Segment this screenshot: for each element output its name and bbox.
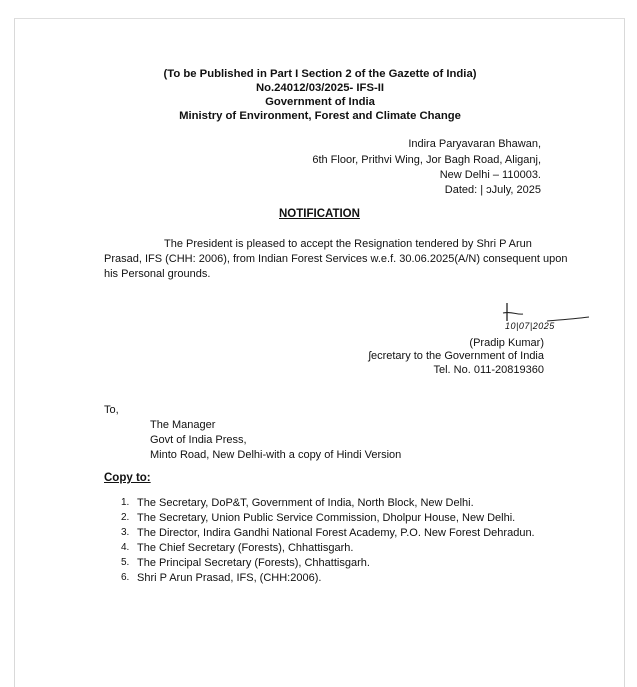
ministry-title: Ministry of Environment, Forest and Climate Change (179, 110, 461, 122)
address-line-3: New Delhi – 110003. (439, 169, 541, 181)
list-item (121, 556, 541, 570)
address-line-2: 6th Floor, Prithvi Wing, Jor Bagh Road, Aliganj, (312, 154, 541, 166)
signatory-designation: ʃecretary to the Government of India (368, 350, 544, 362)
notification-body: The President is pleased to accept the Resignation tendered by Shri P Arun Prasad, IFS (CHH: 2006), from Indian Forest Services w.e.f. 30.06.2025(A/N) consequent upon his Personal grounds. (104, 238, 568, 280)
list-number: 5. (121, 557, 130, 568)
gazette-line: (To be Published in Part I Section 2 of the Gazette of India) (163, 68, 477, 80)
list-text: The Secretary, Union Public Service Commission, Dholpur House, New Delhi. (137, 512, 516, 524)
list-item (121, 526, 541, 540)
signature-date: 10|07|2025 (505, 321, 555, 331)
list-number: 4. (121, 542, 130, 553)
signatory-name: (Pradip Kumar) (469, 337, 544, 349)
list-item (121, 571, 541, 585)
signatory-telephone: Tel. No. 011-20819360 (433, 364, 544, 376)
list-number: 6. (121, 572, 130, 583)
list-item (121, 511, 541, 525)
recipient-line-2: Govt of India Press, (150, 434, 247, 446)
document-page (14, 18, 625, 687)
notification-title: NOTIFICATION (279, 208, 360, 220)
list-text: The Principal Secretary (Forests), Chhattisgarh. (137, 557, 370, 569)
list-text: The Secretary, DoP&T, Government of India, North Block, New Delhi. (137, 497, 474, 509)
list-text: Shri P Arun Prasad, IFS, (CHH:2006). (137, 572, 322, 584)
list-item (121, 496, 541, 510)
copy-to-list (121, 496, 541, 586)
recipient-line-1: The Manager (150, 419, 216, 431)
copy-to-title: Copy to: (104, 472, 151, 484)
list-text: The Chief Secretary (Forests), Chhattisgarh. (137, 542, 354, 554)
file-number: No.24012/03/2025- IFS-II (255, 82, 385, 94)
recipient-line-3: Minto Road, New Delhi-with a copy of Hindi Version (150, 449, 402, 461)
to-label: To, (104, 404, 119, 416)
list-number: 1. (121, 497, 130, 508)
list-number: 2. (121, 512, 130, 523)
list-item (121, 541, 541, 555)
list-number: 3. (121, 527, 130, 538)
dated-line: Dated: | ɔJuly, 2025 (444, 184, 541, 196)
address-line-1: Indira Paryavaran Bhawan, (408, 138, 541, 150)
list-text: The Director, Indira Gandhi National Forest Academy, P.O. New Forest Dehradun. (137, 527, 535, 539)
government-title: Government of India (265, 96, 375, 108)
